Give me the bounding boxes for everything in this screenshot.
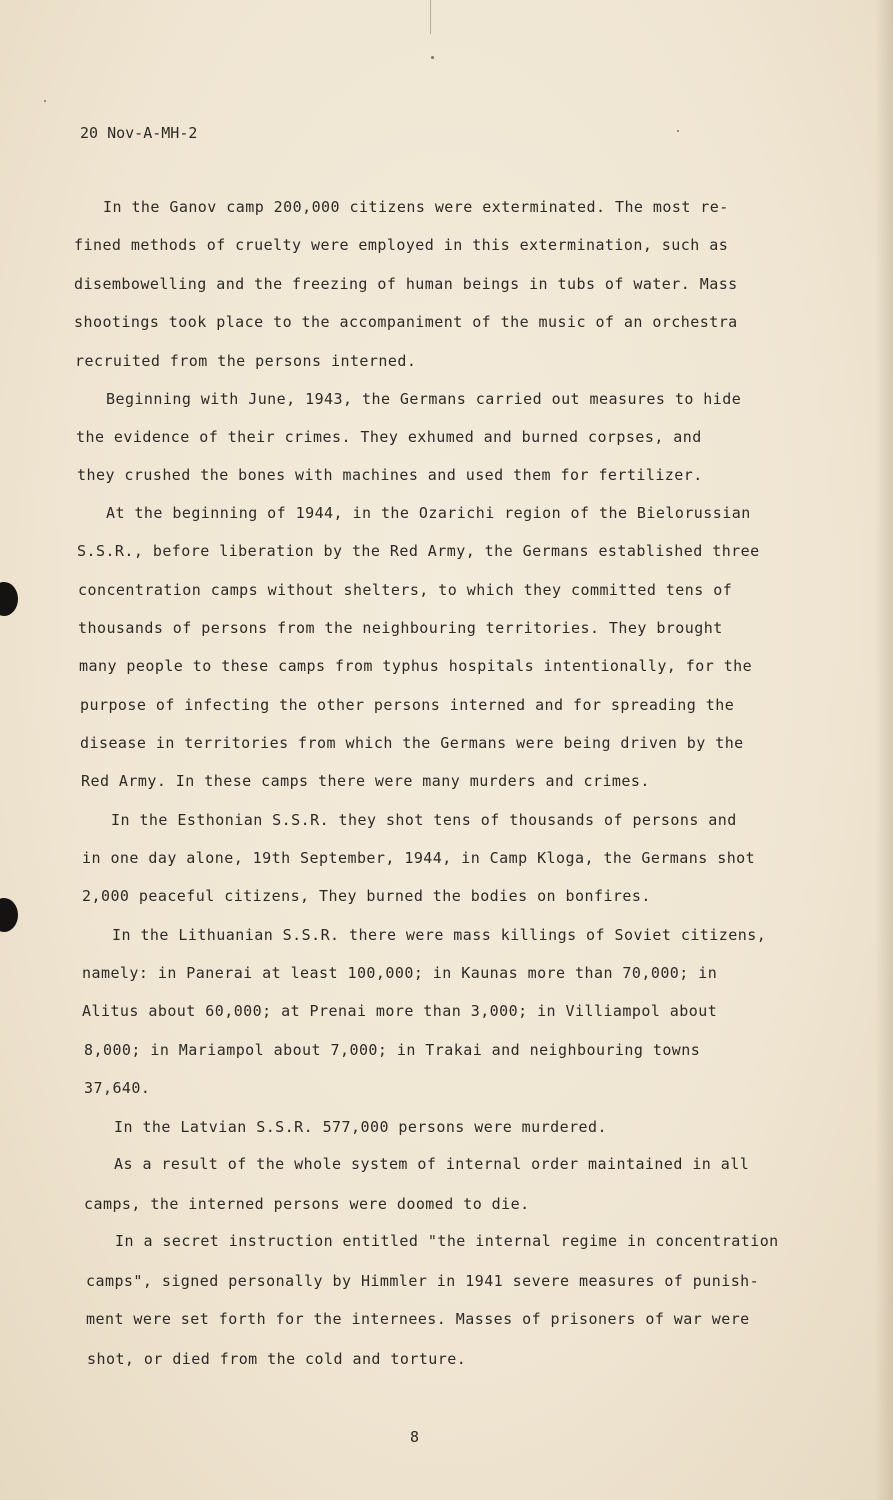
text-line: shot, or died from the cold and torture. [87, 1350, 467, 1368]
text-line: in one day alone, 19th September, 1944, in Camp Kloga, the Germans shot [82, 849, 756, 867]
text-line: At the beginning of 1944, in the Ozarichi region of the Bielorussian [106, 504, 751, 522]
text-line: camps", signed personally by Himmler in 1941 severe measures of punish- [86, 1272, 760, 1290]
text-line: In the Ganov camp 200,000 citizens were exterminated. The most re- [103, 198, 729, 216]
text-line: In a secret instruction entitled "the internal regime in concentration [115, 1232, 779, 1250]
text-line: 8,000; in Mariampol about 7,000; in Trakai and neighbouring towns [84, 1041, 701, 1059]
text-line: many people to these camps from typhus hospitals intentionally, for the [79, 657, 753, 675]
text-line: camps, the interned persons were doomed to die. [84, 1195, 530, 1213]
paper-speck [44, 100, 46, 102]
text-line: they crushed the bones with machines and used them for fertilizer. [77, 466, 703, 484]
text-line: purpose of infecting the other persons interned and for spreading the [80, 696, 735, 714]
text-line: the evidence of their crimes. They exhumed and burned corpses, and [76, 428, 702, 446]
text-line: In the Lithuanian S.S.R. there were mass killings of Soviet citizens, [112, 926, 767, 944]
text-line: ment were set forth for the internees. Masses of prisoners of war were [86, 1310, 750, 1328]
punch-hole [0, 582, 18, 616]
text-line: Alitus about 60,000; at Prenai more than 3,000; in Villiampol about [82, 1002, 718, 1020]
text-line: Beginning with June, 1943, the Germans carried out measures to hide [106, 390, 742, 408]
paper-fold-mark [430, 0, 431, 34]
text-line: shootings took place to the accompaniment of the music of an orchestra [74, 313, 738, 331]
text-line: Red Army. In these camps there were many murders and crimes. [81, 772, 650, 790]
text-line: namely: in Panerai at least 100,000; in Kaunas more than 70,000; in [82, 964, 718, 982]
text-line: As a result of the whole system of internal order maintained in all [114, 1155, 750, 1173]
text-line: S.S.R., before liberation by the Red Army, the Germans established three [77, 542, 760, 560]
text-line: 37,640. [84, 1079, 151, 1097]
text-line: disease in territories from which the Germans were being driven by the [80, 734, 744, 752]
text-line: disembowelling and the freezing of human beings in tubs of water. Mass [74, 275, 738, 293]
punch-hole [0, 898, 18, 932]
text-line: 2,000 peaceful citizens, They burned the bodies on bonfires. [82, 887, 651, 905]
paper-speck [677, 130, 679, 132]
text-line: thousands of persons from the neighbouring territories. They brought [78, 619, 723, 637]
text-line: concentration camps without shelters, to which they committed tens of [78, 581, 733, 599]
text-line: In the Latvian S.S.R. 577,000 persons were murdered. [114, 1118, 607, 1136]
text-line: recruited from the persons interned. [75, 352, 417, 370]
text-line: In the Esthonian S.S.R. they shot tens of thousands of persons and [111, 811, 737, 829]
page-number: 8 [410, 1428, 420, 1446]
text-line: fined methods of cruelty were employed in this extermination, such as [74, 236, 729, 254]
document-reference: 20 Nov-A-MH-2 [80, 124, 198, 142]
paper-speck [431, 56, 434, 59]
